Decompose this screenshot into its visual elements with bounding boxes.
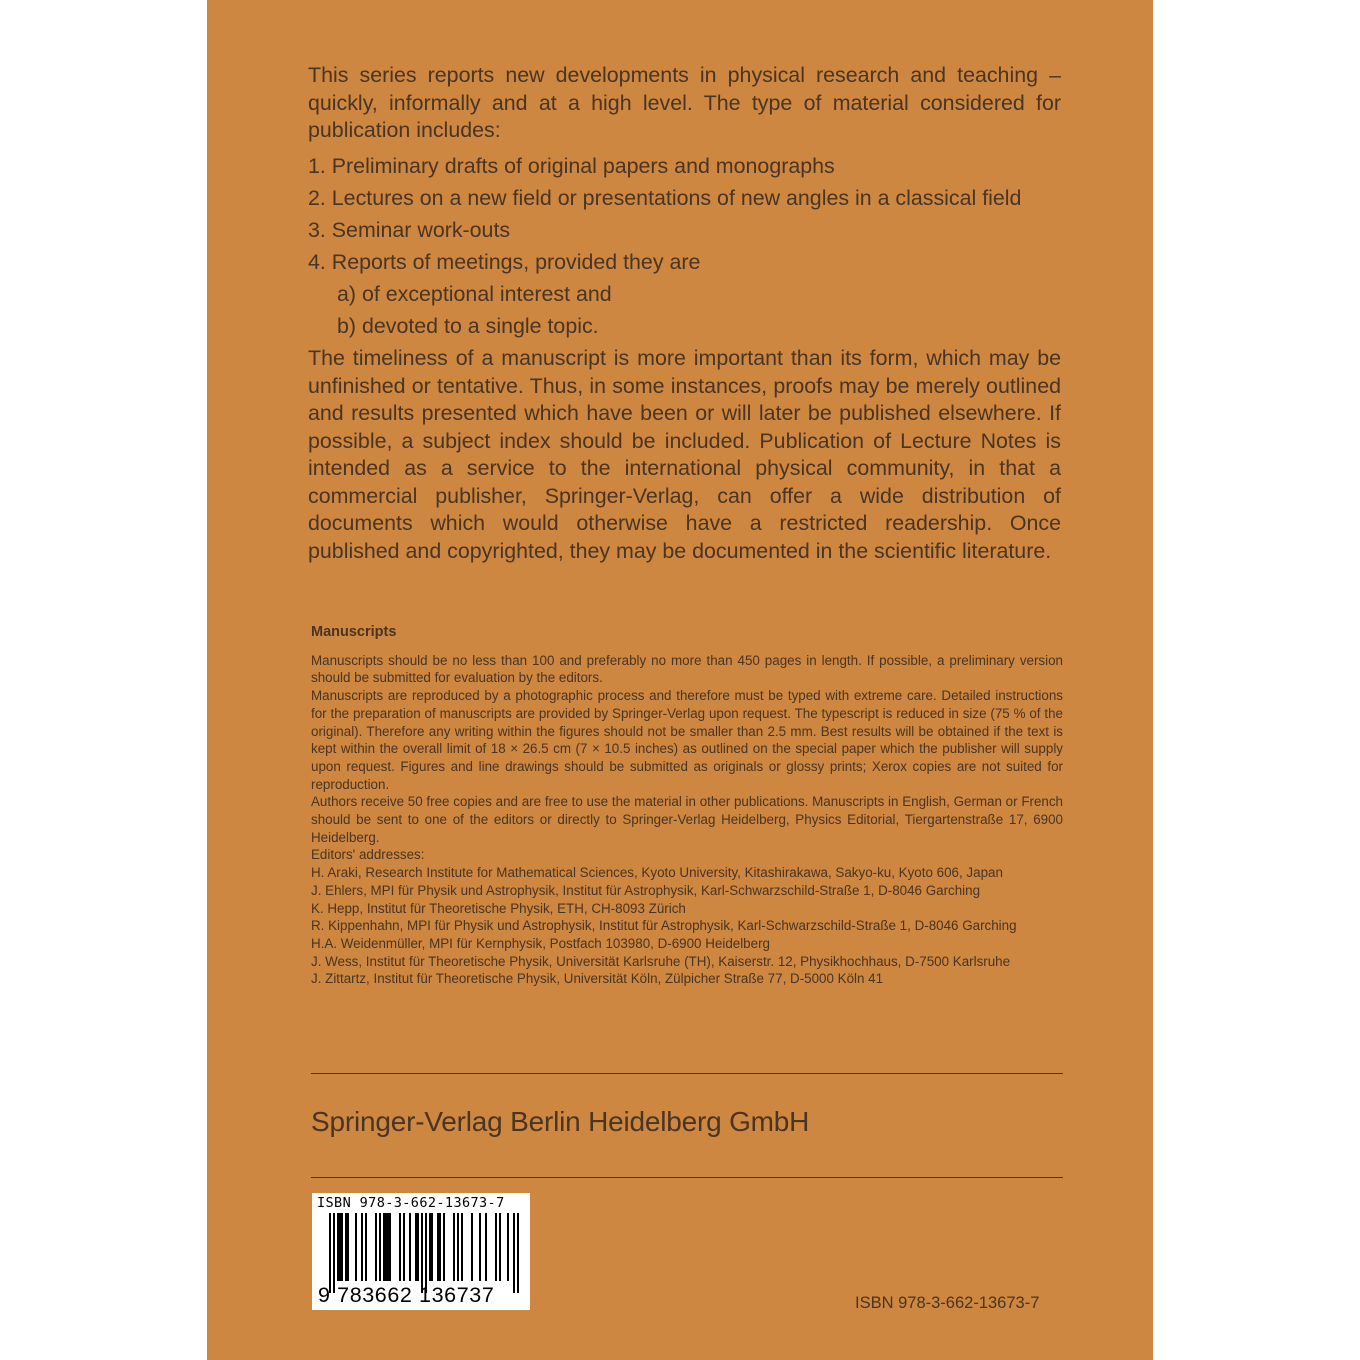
list-item: 4. Reports of meetings, provided they are	[308, 249, 701, 274]
editor-address: H. Araki, Research Institute for Mathematical Sciences, Kyoto University, Kitashirakawa, Sakyo-ku, Kyoto 606, Japan	[311, 865, 1003, 881]
barcode-bar	[365, 1213, 367, 1281]
barcode-bar	[389, 1213, 391, 1281]
timeliness-paragraph: The timeliness of a manuscript is more important than its form, which may be unfinished or tentative. Thus, in some instances, proofs may be merely outlined and results presented which have been or will later be published elsewhere. If possible, a subject index should be included. Publication of Lecture Notes is intended as a service to the international physical community, in that a commercial publisher, Springer-Verlag, can offer a wide distribution of documents which would otherwise have a restricted readership. Once published and copyrighted, they may be documented in the scientific literature.	[308, 346, 1061, 563]
editor-address: K. Hepp, Institut für Theoretische Physik, ETH, CH-8093 Zürich	[311, 900, 686, 916]
barcode-bar	[429, 1213, 431, 1281]
barcode-bar	[485, 1213, 487, 1281]
list-subitem: a) of exceptional interest and	[337, 281, 612, 306]
list-item: 2. Lectures on a new field or presentations of new angles in a classical field	[308, 185, 1022, 210]
barcode-bar	[403, 1213, 405, 1281]
barcode-bar	[355, 1213, 357, 1281]
barcode-bar	[461, 1213, 463, 1281]
list-item: 1. Preliminary drafts of original papers and monographs	[308, 153, 835, 178]
barcode-bar	[453, 1213, 455, 1281]
barcode-bar	[329, 1213, 331, 1293]
series-description	[308, 62, 1061, 565]
editor-address: J. Zittartz, Institut für Theoretische Physik, Universität Köln, Zülpicher Straße 77, D-5000 Köln 41	[311, 971, 884, 987]
barcode-bar	[339, 1213, 341, 1281]
divider-line	[311, 1073, 1063, 1074]
publisher-name: Springer-Verlag Berlin Heidelberg GmbH	[311, 1106, 810, 1137]
barcode-bar	[437, 1213, 439, 1281]
barcode-bar	[517, 1213, 519, 1293]
barcode-bar	[415, 1213, 417, 1281]
manuscripts-preparation-paragraph: Manuscripts are reproduced by a photographic process and therefore must be typed with extreme care. Detailed instructions for the preparation of manuscripts are provided by Springer-Verlag upon request. The typescript is reduced in size (75 % of the original). Therefore any writing within the figures should not be smaller than 2.5 mm. Best results will be obtained if the text is kept within the overall limit of 18 × 26.5 cm (7 × 10.5 inches) as outlined on the special paper which the publisher will supply upon request. Figures and line drawings should be submitted as originals or glossy prints; Xerox copies are not suited for reproduction.	[311, 688, 1063, 792]
barcode-bar	[439, 1213, 441, 1281]
isbn-label: ISBN 978-3-662-13673-7	[855, 1294, 1040, 1312]
editor-address: J. Wess, Institut für Theoretische Physik, Universität Karlsruhe (TH), Kaiserstr. 12, Physikhochhaus, D-7500 Karlsruhe	[311, 953, 1011, 969]
editor-address: R. Kippenhahn, MPI für Physik und Astrophysik, Institut für Astrophysik, Karl-Schwarzschild-Straße 1, D-8046 Garching	[311, 918, 1017, 934]
barcode-bar	[421, 1213, 423, 1293]
editor-address: J. Ehlers, MPI für Physik und Astrophysik, Institut für Astrophysik, Karl-Schwarzschild-Straße 1, D-8046 Garching	[311, 882, 981, 898]
material-list	[308, 153, 1061, 341]
back-cover	[207, 0, 1153, 1360]
barcode-bar	[399, 1213, 401, 1281]
barcode-bar	[337, 1213, 339, 1281]
barcode-bar	[385, 1213, 387, 1281]
manuscripts-heading: Manuscripts	[311, 624, 397, 640]
manuscripts-authors-paragraph: Authors receive 50 free copies and are free to use the material in other publications. Manuscripts in English, German or French should be sent to one of the editors or directly to Springer-Verlag Heidelberg, Physics Editorial, Tiergartenstraße 17, 6900 Heidelberg.	[311, 794, 1063, 845]
isbn-barcode	[312, 1193, 530, 1310]
manuscripts-section	[311, 624, 1063, 988]
barcode-digits: 9 783662 136737	[318, 1283, 495, 1307]
barcode-bar	[479, 1213, 481, 1281]
barcode-bar	[383, 1213, 385, 1281]
barcode-isbn-text: ISBN 978-3-662-13673-7	[317, 1195, 505, 1211]
barcode-bar	[457, 1213, 459, 1281]
divider-line	[311, 1177, 1063, 1178]
barcode-bar	[379, 1213, 381, 1281]
barcode-bar	[443, 1213, 445, 1281]
intro-lead: This series reports new developments in physical research and teaching – quickly, informally and at a high level. The type of material considered for publication includes:	[308, 63, 1061, 142]
barcode-bar	[417, 1213, 419, 1281]
list-item: 3. Seminar work-outs	[308, 217, 511, 242]
editors-heading: Editors' addresses:	[311, 847, 425, 863]
barcode-bar	[431, 1213, 433, 1281]
barcode-bar	[495, 1213, 497, 1281]
barcode-bar	[507, 1213, 509, 1281]
barcode-bar	[333, 1213, 335, 1293]
barcode-bar	[375, 1213, 377, 1281]
barcode-bar	[425, 1213, 427, 1293]
barcode-bar	[513, 1213, 515, 1293]
barcode-bar	[471, 1213, 473, 1281]
barcode-bar	[347, 1213, 349, 1281]
barcode-bar	[345, 1213, 347, 1281]
editor-address: H.A. Weidenmüller, MPI für Kernphysik, Postfach 103980, D-6900 Heidelberg	[311, 935, 770, 951]
list-subitem: b) devoted to a single topic.	[337, 313, 599, 338]
manuscripts-length-paragraph: Manuscripts should be no less than 100 and preferably no more than 450 pages in length. If possible, a preliminary version should be submitted for evaluation by the editors.	[311, 652, 1063, 686]
barcode-bar	[499, 1213, 501, 1281]
barcode-bar	[341, 1213, 343, 1281]
barcode-bar	[409, 1213, 411, 1281]
barcode-bar	[361, 1213, 363, 1281]
barcode-bar	[387, 1213, 389, 1281]
